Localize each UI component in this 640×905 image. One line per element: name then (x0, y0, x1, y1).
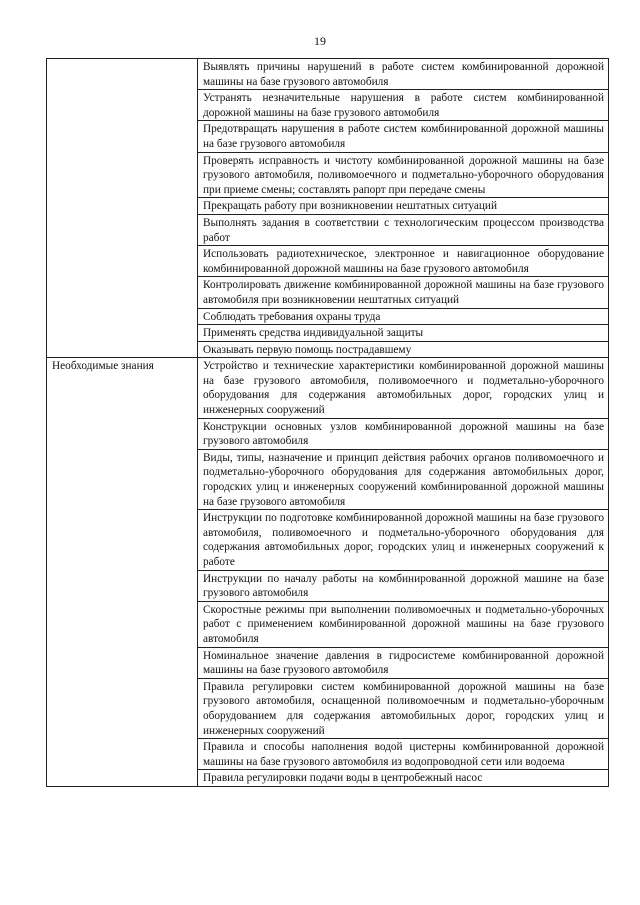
requirements-table (46, 58, 609, 787)
skill-item: Выполнять задания в соответствии с технологическим процессом производства работ (198, 214, 609, 245)
table-row (47, 59, 609, 90)
skills-label-cell (47, 59, 198, 358)
knowledge-item: Скоростные режимы при выполнении поливомоечных и подметально-уборочных работ с применением комбинированной дорожной машины на базе грузового автомобиля (198, 601, 609, 647)
table-row (47, 358, 609, 418)
knowledge-item: Правила и способы наполнения водой цистерны комбинированной дорожной машины на базе грузового автомобиля из водопроводной сети или водоема (198, 739, 609, 770)
skill-item: Использовать радиотехническое, электронное и навигационное оборудование комбинированной дорожной машины на базе грузового автомобиля (198, 246, 609, 277)
knowledge-item: Конструкции основных узлов комбинированной дорожной машины на базе грузового автомобиля (198, 418, 609, 449)
skill-item: Проверять исправность и чистоту комбинированной дорожной машины на базе грузового автомобиля, поливомоечного и подметально-уборочного оборудования при приеме смены; составлять рапорт при передаче смены (198, 152, 609, 198)
skill-item: Контролировать движение комбинированной дорожной машины на базе грузового автомобиля при возникновении нештатных ситуаций (198, 277, 609, 308)
skill-item: Оказывать первую помощь пострадавшему (198, 341, 609, 358)
skill-item: Применять средства индивидуальной защиты (198, 325, 609, 342)
knowledge-item: Виды, типы, назначение и принцип действия рабочих органов поливомоечного и подметально-уборочного оборудования для содержания автомобильных дорог, городских улиц и инженерных сооружений комбинированной дорожной машины на базе грузового автомобиля (198, 449, 609, 509)
knowledge-item: Правила регулировки систем комбинированной дорожной машины на базе грузового автомобиля, оснащенной поливомоечным и подметально-уборочным оборудованием для содержания автомобильных дорог, городских улиц и инженерных сооружений (198, 678, 609, 738)
skill-item: Предотвращать нарушения в работе систем комбинированной дорожной машины на базе грузового автомобиля (198, 121, 609, 152)
knowledge-item: Инструкции по началу работы на комбинированной дорожной машине на базе грузового автомобиля (198, 570, 609, 601)
knowledge-item: Правила регулировки подачи воды в центробежный насос (198, 770, 609, 787)
skill-item: Прекращать работу при возникновении нештатных ситуаций (198, 198, 609, 215)
skill-item: Устранять незначительные нарушения в работе систем комбинированной дорожной машины на базе грузового автомобиля (198, 90, 609, 121)
skill-item: Выявлять причины нарушений в работе систем комбинированной дорожной машины на базе грузового автомобиля (198, 59, 609, 90)
skill-item: Соблюдать требования охраны труда (198, 308, 609, 325)
knowledge-item: Номинальное значение давления в гидросистеме комбинированной дорожной машины на базе грузового автомобиля (198, 647, 609, 678)
knowledge-item: Устройство и технические характеристики комбинированной дорожной машины на базе грузового автомобиля, поливомоечного и подметально-уборочного оборудования для содержания автомобильных дорог, городских улиц и инженерных сооружений (198, 358, 609, 418)
knowledge-item: Инструкции по подготовке комбинированной дорожной машины на базе грузового автомобиля, поливомоечного и подметально-уборочного оборудования для содержания автомобильных дорог, городских улиц и инженерных сооружений к работе (198, 510, 609, 570)
knowledge-label-cell: Необходимые знания (47, 358, 198, 787)
page-number: 19 (314, 34, 326, 48)
